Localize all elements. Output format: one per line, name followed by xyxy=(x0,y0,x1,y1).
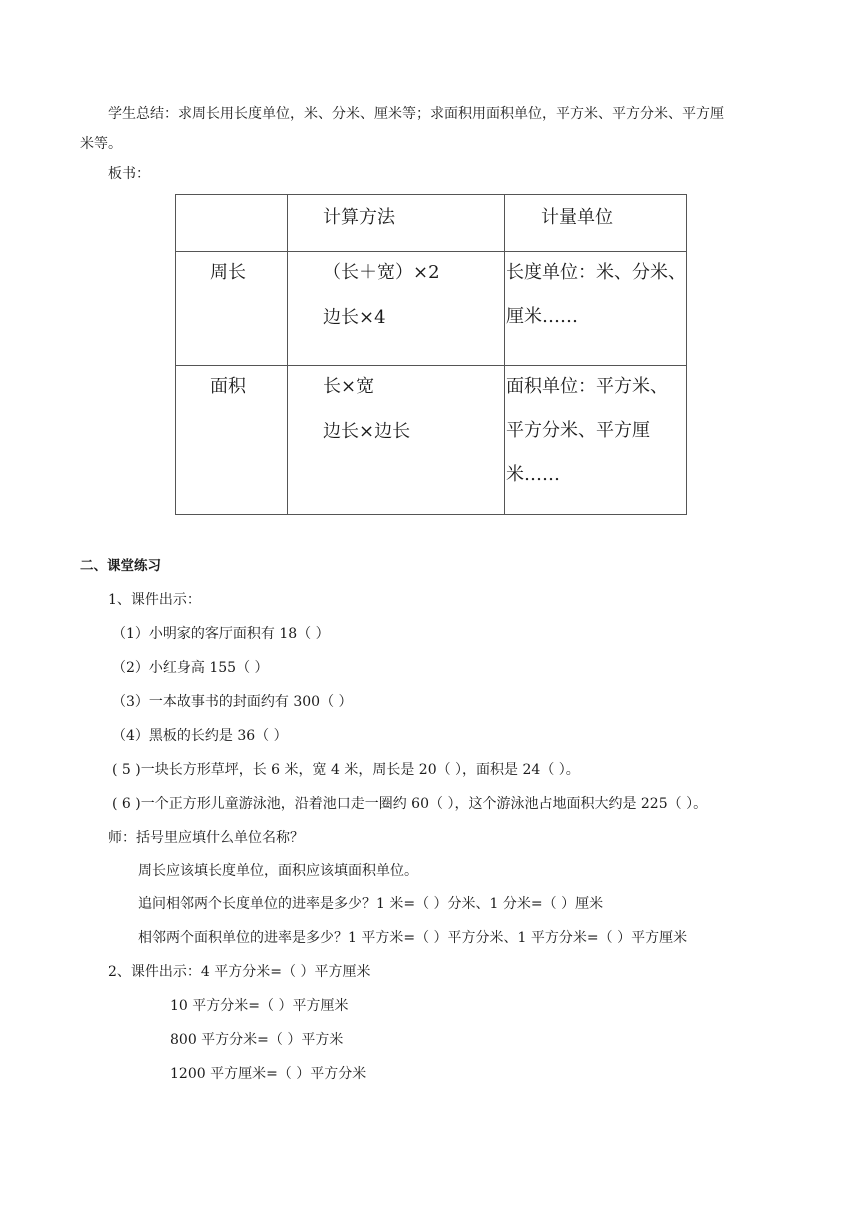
conversion-item: 10 平方分米=（ ）平方厘米 xyxy=(170,998,349,1014)
blackboard-table xyxy=(175,194,687,515)
row-unit-cell xyxy=(505,366,687,515)
question-item: ( 5 )一块长方形草坪，长 6 米，宽 4 米，周长是 20（ ），面积是 24（ ）。 xyxy=(112,762,580,778)
method-line: 边长×边长 xyxy=(323,421,411,442)
method-line: 边长×4 xyxy=(323,307,386,328)
table-header-row xyxy=(176,195,687,252)
question-item: （2）小红身高 155（ ） xyxy=(112,660,269,676)
table-row xyxy=(176,252,687,366)
unit-line: 米…… xyxy=(506,464,560,485)
conversion-item: 800 平方分米=（ ）平方米 xyxy=(170,1032,344,1048)
row-name-perimeter: 周长 xyxy=(210,262,246,283)
row-unit-cell xyxy=(505,252,687,366)
summary-line-1: 学生总结：求周长用长度单位，米、分米、厘米等；求面积用面积单位，平方米、平方分米、平方厘 xyxy=(108,106,724,122)
unit-line: 面积单位：平方米、 xyxy=(506,376,668,397)
board-label: 板书： xyxy=(108,166,150,182)
question-item: （3）一本故事书的封面约有 300（ ） xyxy=(112,694,353,710)
unit-line: 长度单位：米、分米、 xyxy=(506,262,686,283)
answer-line: 周长应该填长度单位，面积应该填面积单位。 xyxy=(138,863,418,879)
row-name-cell xyxy=(176,252,288,366)
row-method-cell xyxy=(288,366,505,515)
question-item: ( 6 )一个正方形儿童游泳池，沿着池口走一圈约 60（ ），这个游泳池占地面积大约是 225（ ）。 xyxy=(112,796,708,812)
section-heading: 二、课堂练习 xyxy=(80,558,161,574)
unit-line: 厘米…… xyxy=(506,306,578,327)
follow-up-length: 追问相邻两个长度单位的进率是多少？1 米=（ ）分米、1 分米=（ ）厘米 xyxy=(138,896,604,912)
header-method-cell xyxy=(288,195,505,252)
question-item: （4）黑板的长约是 36（ ） xyxy=(112,728,288,744)
item2-title: 2、课件出示：4 平方分米=（ ）平方厘米 xyxy=(108,964,371,980)
question-item: （1）小明家的客厅面积有 18（ ） xyxy=(112,626,330,642)
header-empty-text xyxy=(176,195,287,205)
row-name-cell xyxy=(176,366,288,515)
conversion-item: 1200 平方厘米=（ ）平方分米 xyxy=(170,1066,367,1082)
table-row xyxy=(176,366,687,515)
method-line: 长×宽 xyxy=(323,376,375,397)
unit-line: 平方分米、平方厘 xyxy=(506,420,650,441)
header-unit-cell xyxy=(505,195,687,252)
row-name-area: 面积 xyxy=(210,376,246,397)
method-line: （长＋宽）×2 xyxy=(323,262,440,283)
row-method-cell xyxy=(288,252,505,366)
summary-line-2: 米等。 xyxy=(80,136,122,152)
item1-title: 1、课件出示： xyxy=(108,592,201,608)
header-method: 计算方法 xyxy=(323,207,395,228)
follow-up-area: 相邻两个面积单位的进率是多少？1 平方米=（ ）平方分米、1 平方分米=（ ）平方厘米 xyxy=(138,930,688,946)
header-unit: 计量单位 xyxy=(541,207,613,228)
teacher-question: 师：括号里应填什么单位名称？ xyxy=(108,830,304,846)
header-empty-cell xyxy=(176,195,288,252)
